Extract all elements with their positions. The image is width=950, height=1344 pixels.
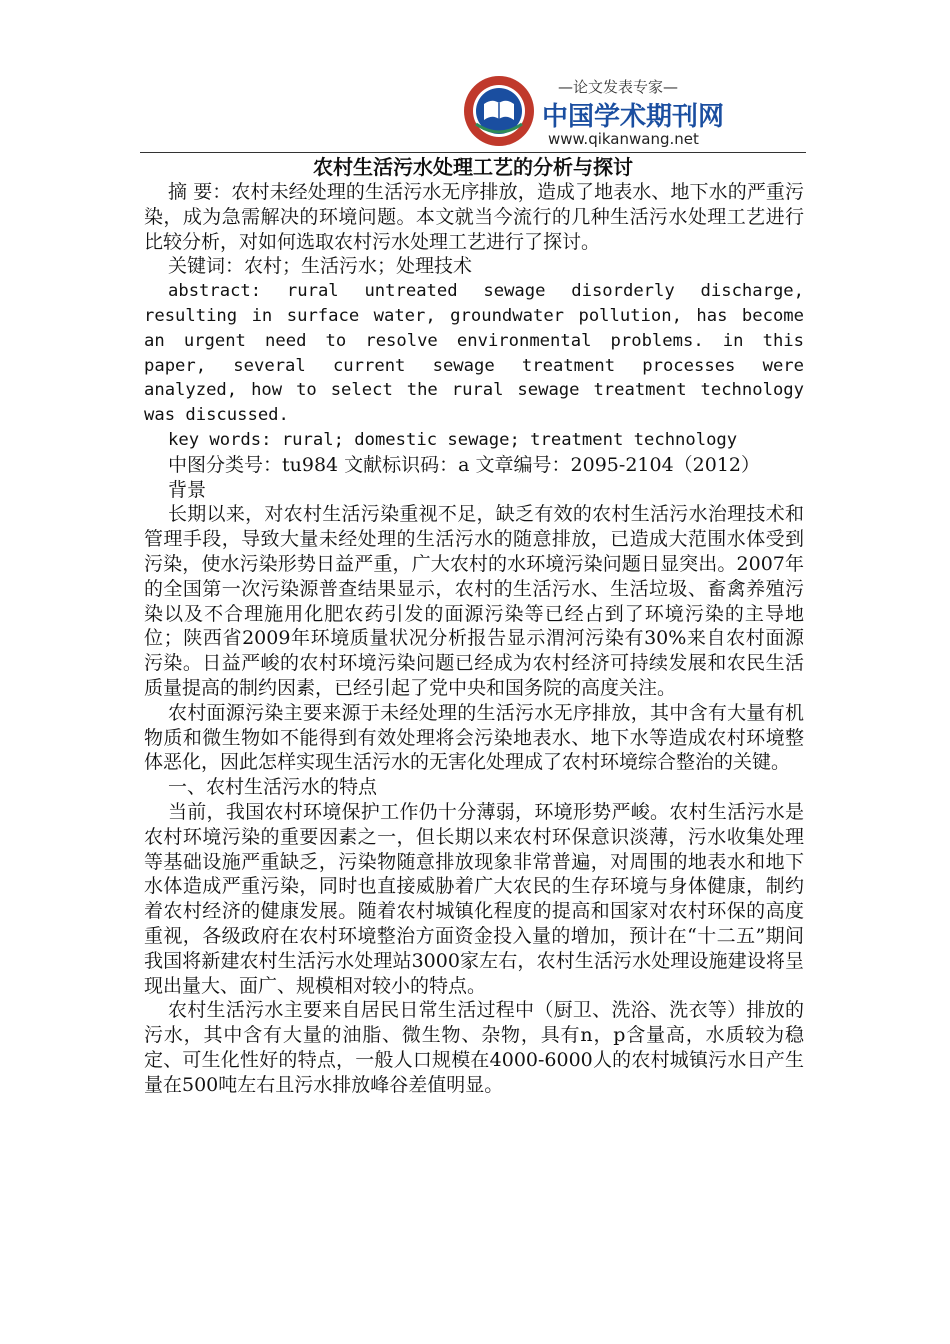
paragraph-1: 长期以来，对农村生活污染重视不足，缺乏有效的农村生活污水治理技术和管理手段，导致大量未经处理的生活污水的随意排放，已造成大范围水体受到污染，使水污染形势日益严重，广大农村的水环境污染问题日显突出。2007年的全国第一次污染源普查结果显示，农村的生活污水、生活垃圾、畜禽养殖污染以及不合理施用化肥农药引发的面源污染等已经占到了环境污染的主导地位；陕西省2009年环境质量状况分析报告显示渭河污染有30%来自农村面源污染。日益严峻的农村环境污染问题已经成为农村经济可持续发展和农民生活质量提高的制约因素，已经引起了党中央和国务院的高度关注。: [144, 503, 804, 699]
paragraph-4: 农村生活污水主要来自居民日常生活过程中（厨卫、洗浴、洗衣等）排放的污水，其中含有大量的油脂、微生物、杂物，具有n，p含量高，水质较为稳定、可生化性好的特点，一般人口规模在4000-6000人的农村城镇污水日产生量在500吨左右且污水排放峰谷差值明显。: [144, 999, 804, 1096]
header-divider: [140, 152, 806, 153]
article-title: 农村生活污水处理工艺的分析与探讨: [313, 155, 633, 179]
abstract-cn: 摘 要：农村未经处理的生活污水无序排放，造成了地表水、地下水的严重污染，成为急需解决的环境问题。本文就当今流行的几种生活污水处理工艺进行比较分析，对如何选取农村污水处理工艺进行了探讨。: [144, 181, 804, 253]
article-body: [144, 180, 804, 1097]
logo-site-name: 中国学术期刊网: [542, 102, 725, 132]
section-heading-1: 一、农村生活污水的特点: [168, 776, 378, 799]
paragraph-3: 当前，我国农村环境保护工作仍十分薄弱，环境形势严峻。农村生活污水是农村环境污染的重要因素之一，但长期以来农村环保意识淡薄，污水收集处理等基础设施严重缺乏，污染物随意排放现象非常普遍，对周围的地表水和地下水体造成严重污染，同时也直接威胁着广大农民的生存环境与身体健康，制约着农村经济的健康发展。随着农村城镇化程度的提高和国家对农村环保的高度重视，各级政府在农村环境整治方面资金投入量的增加，预计在“十二五”期间我国将新建农村生活污水处理站3000家左右，农村生活污水处理设施建设将呈现出量大、面广、规模相对较小的特点。: [144, 800, 804, 997]
logo-url: www.qikanwang.net: [548, 130, 699, 148]
book-globe-emblem-icon: [462, 74, 536, 148]
abstract-en: abstract: rural untreated sewage disorderly discharge, resulting in surface water, groundwater pollution, has become an urgent need to resolve environmental problems. in this paper, several current sewage treatment processes were analyzed, how to select the rural sewage treatment technology was discussed.: [144, 281, 804, 426]
site-logo: [462, 74, 725, 150]
keywords-cn: 关键词：农村；生活污水；处理技术: [168, 255, 473, 278]
classification-line: 中图分类号：tu984 文献标识码：a 文章编号：2095-2104（2012）: [168, 453, 761, 476]
keywords-en: key words: rural; domestic sewage; treatment technology: [168, 429, 738, 450]
section-heading-background: 背景: [168, 478, 207, 501]
logo-tagline: —论文发表专家—: [558, 78, 679, 96]
paragraph-2: 农村面源污染主要来源于未经处理的生活污水无序排放，其中含有大量有机物质和微生物如不能得到有效处理将会污染地表水、地下水等造成农村环境整体恶化，因此怎样实现生活污水的无害化处理成了农村环境综合整治的关键。: [144, 701, 804, 774]
